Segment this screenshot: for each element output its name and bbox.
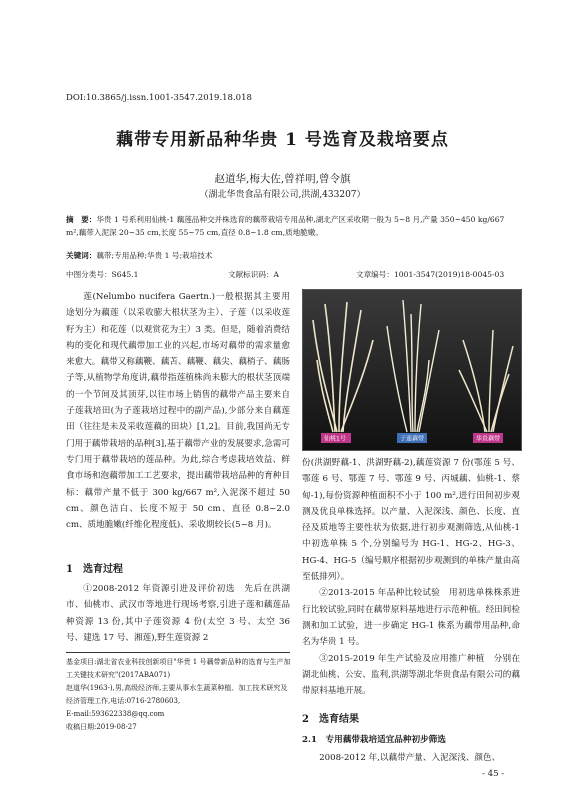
footnote-rule bbox=[66, 652, 290, 653]
abstract bbox=[66, 214, 506, 239]
author-bio: 赵道华(1963-),男,高级经济师,主要从事水生蔬菜种植、加工技术研究及经济管理工作,电话:0716-2780603, bbox=[66, 684, 288, 705]
right-paragraph-2: ②2013-2015 年品种比较试验 用初选单株株系进行比较试验,同时在藕带原料基地进行示范种植。经田间检测和加工试验，进一步确定 HG-1 株系为藕带用品种,命名为华贵 1 号。 bbox=[302, 588, 520, 648]
intro-column bbox=[66, 289, 290, 533]
lotus-root-figure bbox=[302, 289, 522, 451]
affiliation: （湖北华贵食品有限公司,洪湖,433207） bbox=[199, 190, 366, 200]
keywords bbox=[66, 250, 506, 261]
intro-paragraph: 莲(Nelumbo nucifera Gaertn.)一般根据其主要用途划分为藕莲（以采收膨大根状茎为主）、子莲（以采收莲籽为主）和花莲（以观赏花为主）3 类。但是，随着消费结构的变化和现代藕带加工业的兴起,市场对藕带的需求量愈来愈大。藕带又称藕鞭、藕苫、藕鞭、藕尖、藕梢子、藕肠子等,从植物学角度讲,藕带指莲植株尚未膨大的根状茎顶端的一个节间及其顶芽,以往市场上销售的藕带产品主要来自子莲栽培田(为子莲栽培过程中的副产品),少部分来自藕莲田（往往是未及采收莲藕的田块）[1,2]。目前,我国尚无专门用于藕带栽培的品种[3],基于藕带产业的发展要求,急需可专门用于藕带栽培的莲品种。为此,综合考虑栽培效益、鲜食市场和泡藕带加工工艺要求，提出藕带栽培品种的育种目标：藕带产量不低于 300 kg/667 m²,入泥深不超过 50 cm、颜色洁白、长度不短于 50 cm、直径 0.8~2.0 cm、质地脆嫩(纤维化程度低)、采收期较长(5~8 月)。 bbox=[66, 292, 290, 531]
funding-note: 基金项目:湖北省农业科技创新项目"华贵 1 号藕带新品种的选育与生产加工关键技术研究"(2017ABA071) bbox=[66, 658, 291, 679]
right-paragraph-1: 份(洪湖野藕-1、洪湖野藕-2),藕莲资源 7 份(鄂莲 5 号、鄂莲 6 号、鄂莲 7 号、鄂莲 9 号、丙城藕、仙桃-1、蔡甸-1),每份资源种植面积不小于 100 m²,进行田间初步观测及优良单株选择。以产量、入泥深浅、颜色、长度、直径及质地等主要性状为依据,进行初步观测筛选,从仙桃-1 中初选单株 5 个,分别编号为 HG-1、HG-2、HG-3、HG-4、HG-5（编号顺序根据初步观测到的单株产量由高至低排列）。 bbox=[302, 458, 520, 583]
keywords-label: 关键词： bbox=[66, 251, 97, 260]
article-number: 文章编号：1001-3547(2019)18-0045-03 bbox=[356, 270, 505, 279]
author-email: E-mail:593622338@qq.com bbox=[66, 710, 165, 718]
page-number: - 45 - bbox=[482, 769, 505, 779]
figure-label-2: 子莲藕带 bbox=[400, 435, 425, 443]
section-2-1-heading: 2.1 专用藕带栽培适宜品种初步筛选 bbox=[302, 735, 446, 745]
abstract-label: 摘 要： bbox=[66, 215, 97, 224]
clc-number: 中图分类号：S645.1 bbox=[66, 270, 139, 279]
footnotes bbox=[66, 656, 294, 734]
abstract-text: 华贵 1 号系利用仙桃-1 藕莲品种交并株选育的藕带栽培专用品种,湖北产区采收期一般为 5~8 月,产量 350~450 kg/667 m²,藕带入泥深 20~35 cm,长度 55~75 cm,直径 0.8~1.8 cm,质地脆嫩。 bbox=[66, 215, 505, 237]
section-2-heading: 2 选育结果 bbox=[302, 714, 359, 725]
right-column bbox=[302, 455, 520, 699]
doi: DOI:10.3865/j.issn.1001-3547.2019.18.018 bbox=[66, 93, 252, 103]
keywords-text: 藕带;专用品种;华贵 1 号;栽培技术 bbox=[96, 251, 213, 260]
authors: 赵道华,梅大佐,曾祥明,曾令旗 bbox=[214, 173, 351, 185]
figure-label-1: 仙桃1号 bbox=[324, 435, 346, 443]
received-date: 收稿日期:2019-08-27 bbox=[66, 723, 137, 731]
section-2-1-text: 2008-2012 年,以藕带产量、入泥深浅、颜色、 bbox=[319, 753, 501, 763]
document-code: 文献标识码：A bbox=[228, 270, 280, 279]
selection-step-1: ①2008-2012 年资源引进及评价初选 先后在洪湖市、仙桃市、武汉市等地进行现场考察,引进子莲和藕莲品种资源 13 份,其中子莲资源 4 份(太空 3 号、太空 36 号、建选 17 号、湘莲),野生莲资源 2 bbox=[66, 584, 290, 643]
paper-title: 藕带专用新品种华贵 1 号选育及栽培要点 bbox=[116, 130, 449, 150]
right-paragraph-3: ③2015-2019 年生产试验及应用推广种植 分别在湖北仙桃、公安、监利,洪湖等湖北华贵食品有限公司的藕带原料基地开展。 bbox=[302, 653, 520, 697]
section-1-heading: 1 选育过程 bbox=[66, 564, 123, 575]
figure-label-3: 华贵藕带 bbox=[476, 435, 501, 443]
